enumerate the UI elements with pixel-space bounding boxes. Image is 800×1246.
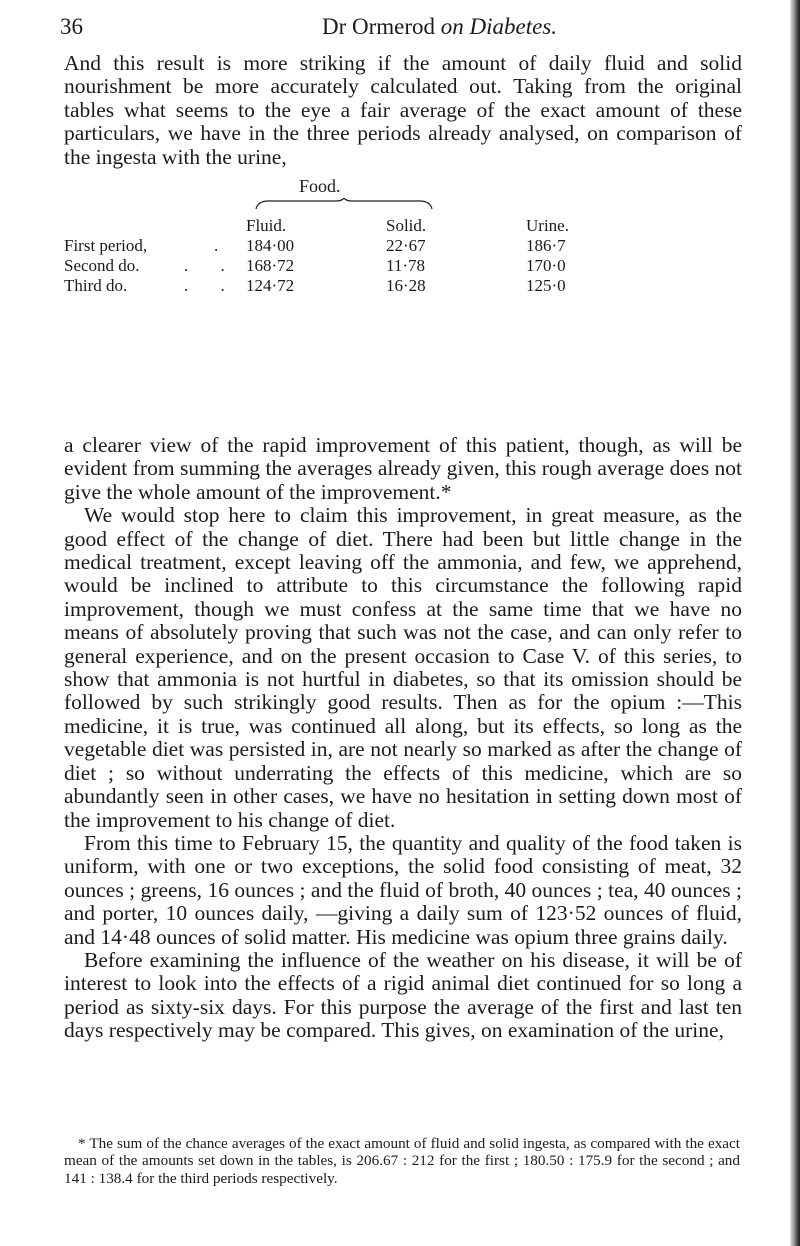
running-title-subject: on Diabetes. bbox=[440, 14, 558, 39]
table-row bbox=[64, 236, 744, 258]
column-header-urine: Urine. bbox=[526, 216, 569, 235]
footnote bbox=[64, 1135, 740, 1187]
fluid-value: 184·00 bbox=[246, 236, 295, 255]
paragraph-improvement-claim: We would stop here to claim this improvement, in great measure, as the good effect of the change of diet. There had been but little change in the medical treatment, except leaving off the ammonia, and few, we apprehend, would be inclined to attribute to this circumstance the following rapid improvement, though we must confess at the same time that we have no means of absolutely proving that such was not the case, and can only refer to general experience, and on the present occasion to Case V. of this series, to show that ammonia is not hurtful in diabetes, so that its omission should be followed by such strikingly good results. Then as for the opium :—This medicine, it is true, was continued all along, but its effects, so long as the vegetable diet was persisted in, are not nearly so marked as after the change of diet ; so without underrating the effects of this medicine, which are so abundantly seen in other cases, we have no hesitation in setting down most of the improvement to his change of diet. bbox=[64, 503, 742, 832]
urine-value: 186·7 bbox=[526, 236, 566, 255]
footnote-text: * The sum of the chance averages of the exact amount of fluid and solid ingesta, as compared with the exact mean of the amounts set down in the tables, is 206.67 : 212 for the first ; 180.50 : 175.9 for the second ; and 141 : 138.4 for the third periods respectively. bbox=[64, 1135, 740, 1187]
column-header-fluid: Fluid. bbox=[246, 216, 287, 235]
column-header-solid: Solid. bbox=[386, 216, 427, 235]
urine-value: 170·0 bbox=[526, 256, 566, 275]
fluid-value: 124·72 bbox=[246, 276, 295, 295]
body-text-main bbox=[64, 434, 742, 1043]
leader-dots: . . bbox=[184, 276, 239, 295]
table-group-heading: Food. bbox=[299, 176, 341, 196]
running-title bbox=[322, 14, 557, 40]
solid-value: 11·78 bbox=[386, 256, 426, 275]
paragraph-weather-influence: Before examining the influence of the weather on his disease, it will be of interest to look into the effects of a rigid animal diet continued for so long a period as sixty-six days. For this purpose the average of the first and last ten days respectively may be compared. This gives, on examination of the urine, bbox=[64, 947, 742, 1043]
running-title-author: Dr Ormerod bbox=[322, 14, 436, 39]
leader-dots: . bbox=[214, 236, 233, 255]
table-row bbox=[64, 256, 744, 278]
row-label: Second do. bbox=[64, 256, 140, 275]
solid-value: 22·67 bbox=[386, 236, 426, 255]
paragraph-clearer-view: a clearer view of the rapid improvement of this patient, though, as will be evident from summing the averages already given, this rough average does not give the whole amount of the improvement.* bbox=[64, 433, 742, 504]
row-label: First period, bbox=[64, 236, 148, 255]
brace-over-food-columns bbox=[254, 198, 434, 210]
table-header-row bbox=[64, 216, 744, 238]
body-text-top bbox=[64, 52, 742, 169]
paragraph-uniform-diet: From this time to February 15, the quantity and quality of the food taken is uniform, with one or two exceptions, the solid food consisting of meat, 32 ounces ; greens, 16 ounces ; and the fluid of broth, 40 ounces ; tea, 40 ounces ; and porter, 10 ounces daily, —giving a daily sum of 123·52 ounces of fluid, and 14·48 ounces of solid matter. His medicine was opium three grains daily. bbox=[64, 830, 742, 949]
fluid-value: 168·72 bbox=[246, 256, 295, 275]
page-header bbox=[60, 14, 750, 46]
leader-dots: . . bbox=[184, 256, 239, 275]
page-number: 36 bbox=[60, 14, 83, 39]
paragraph-ingesta-intro: And this result is more striking if the amount of daily fluid and solid nourishment be more accurately calculated out. Taking from the original tables what seems to the eye a fair average of the exact amount of these particulars, we have in the three periods already analysed, on comparison of the ingesta with the urine, bbox=[64, 51, 742, 169]
row-label: Third do. bbox=[64, 276, 128, 295]
page-edge-shadow bbox=[790, 0, 800, 1246]
solid-value: 16·28 bbox=[386, 276, 426, 295]
urine-value: 125·0 bbox=[526, 276, 566, 295]
table-row bbox=[64, 276, 744, 298]
